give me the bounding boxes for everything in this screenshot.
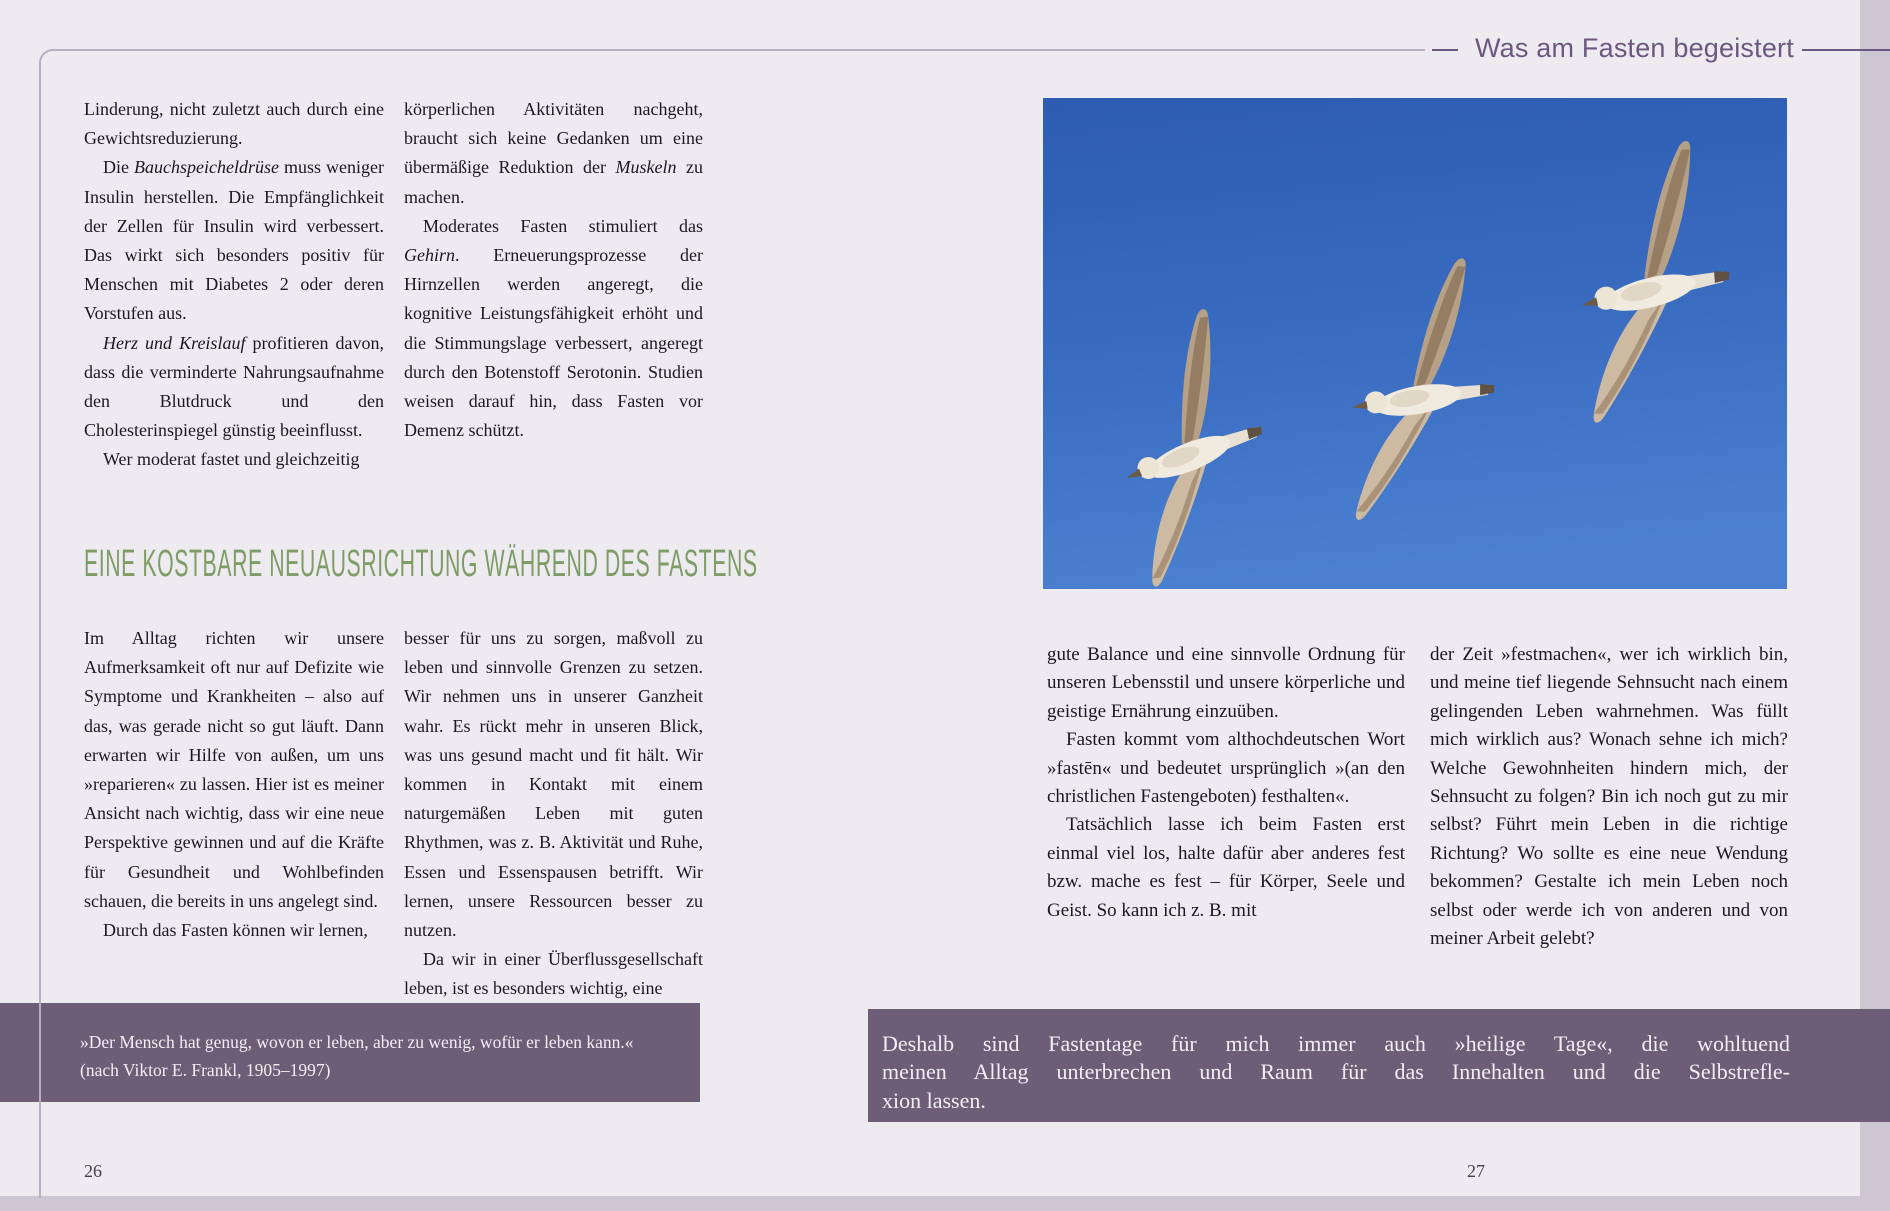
quote-box [0, 1003, 700, 1102]
quote-attribution: (nach Viktor E. Frankl, 1905–1997) [80, 1060, 331, 1081]
left-page-mid-column-2: besser für uns zu sorgen, maßvoll zu leben und sinnvolle Grenzen zu setzen. Wir nehmen uns in unserer Ganzheit wahr. Es rückt mehr in unseren Blick, was uns gesund macht und fit hält. Wir kommen in Kontakt mit einem naturgemäßen Leben mit guten Rhythmen, was z. B. Aktivität und Ruhe, Essen und Essenspausen betrifft. Wir lernen, unsere Ressourcen besser zu nutzen. Da wir in einer Überflussgesellschaft leben, ist es besonders wichtig, eine [404, 628, 703, 999]
running-head-dash [1432, 49, 1458, 51]
section-heading: EINE KOSTBARE NEUAUSRICHTUNG WÄHREND DES FASTENS [84, 543, 758, 585]
left-page-mid-column-1: Im Alltag richten wir unsere Aufmerksamkeit oft nur auf Defizite wie Symptome und Krankheiten – also auf das, was gerade nicht so gut läuft. Dann erwarten wir Hilfe von außen, um uns »reparieren« zu lassen. Hier ist es meiner Ansicht nach wichtig, dass wir eine neue Perspektive gewinnen und auf die Kräfte für Gesundheit und Wohlbefinden schauen, die bereits in uns angelegt sind. Durch das Fasten können wir lernen, [84, 628, 384, 941]
page-number-right: 27 [1467, 1161, 1485, 1181]
page-number-left: 26 [84, 1161, 102, 1181]
page-edge-band-bottom [0, 1196, 1890, 1211]
seagulls-photo [1043, 98, 1787, 589]
left-page-top-column-1: Linderung, nicht zuletzt auch durch eine Gewichtsreduzierung. Die Bauchspeicheldrüse muss weniger Insulin herstellen. Die Empfänglichkeit der Zellen für Insulin wird verbessert. Das wirkt sich besonders positiv für Menschen mit Diabetes 2 oder deren Vorstufen aus. Herz und Kreislauf profitieren davon, dass die verminderte Nahrungsaufnahme den Blutdruck und den Cholesterinspiegel günstig beeinflusst. Wer moderat fastet und gleichzeitig [84, 99, 385, 470]
note-box: Deshalb sind Fastentage für mich immer auch »heilige Tage«, die wohltuend meinen Alltag unterbrechen und Raum für das Innehalten und die Selbstrefle- xion lassen. [868, 1009, 1890, 1122]
running-head-rule [1802, 49, 1890, 51]
right-page-column-1: gute Balance und eine sinnvolle Ordnung für unseren Lebensstil und unsere körperliche und geistige Ernährung einzuüben. Fasten kommt vom althochdeutschen Wort »fastēn« und bedeutet ursprünglich »(an den christlichen Fastengeboten) festhalten«. Tatsächlich lasse ich beim Fasten erst einmal viel los, halte dafür aber anderes fest bzw. mache es fest – für Körper, Seele und Geist. So kann ich z. B. mit [1047, 644, 1405, 921]
right-page-column-2: der Zeit »festmachen«, wer ich wirklich bin, und meine tief liegende Sehnsucht nach einem gelingenden Leben wahrnehmen. Was füllt mich wirklich aus? Wonach sehne ich mich? Welche Gewohnheiten hindern mich, der Sehnsucht zu folgen? Bin ich noch gut zu mir selbst? Führt mein Leben in die richtige Richtung? Wo sollte es eine neue Wendung bekommen? Gestalte ich mein Leben noch selbst oder werde ich von anderen und von meiner Arbeit gelebt? [1430, 644, 1788, 950]
running-head-title: Was am Fasten begeistert [1475, 33, 1794, 63]
quote-text: »Der Mensch hat genug, wovon er leben, aber zu wenig, wofür er leben kann.« [80, 1032, 634, 1052]
left-page-top-column-2: körperlichen Aktivitäten nachgeht, braucht sich keine Gedanken um eine übermäßige Reduktion der Muskeln zu machen. Moderates Fasten stimuliert das Gehirn. Erneuerungsprozesse der Hirnzellen werden angeregt, die kognitive Leistungsfähigkeit erhöht und die Stimmungslage verbessert, angeregt durch den Botenstoff Serotonin. Studien weisen darauf hin, dass Fasten vor Demenz schützt. [404, 99, 703, 441]
